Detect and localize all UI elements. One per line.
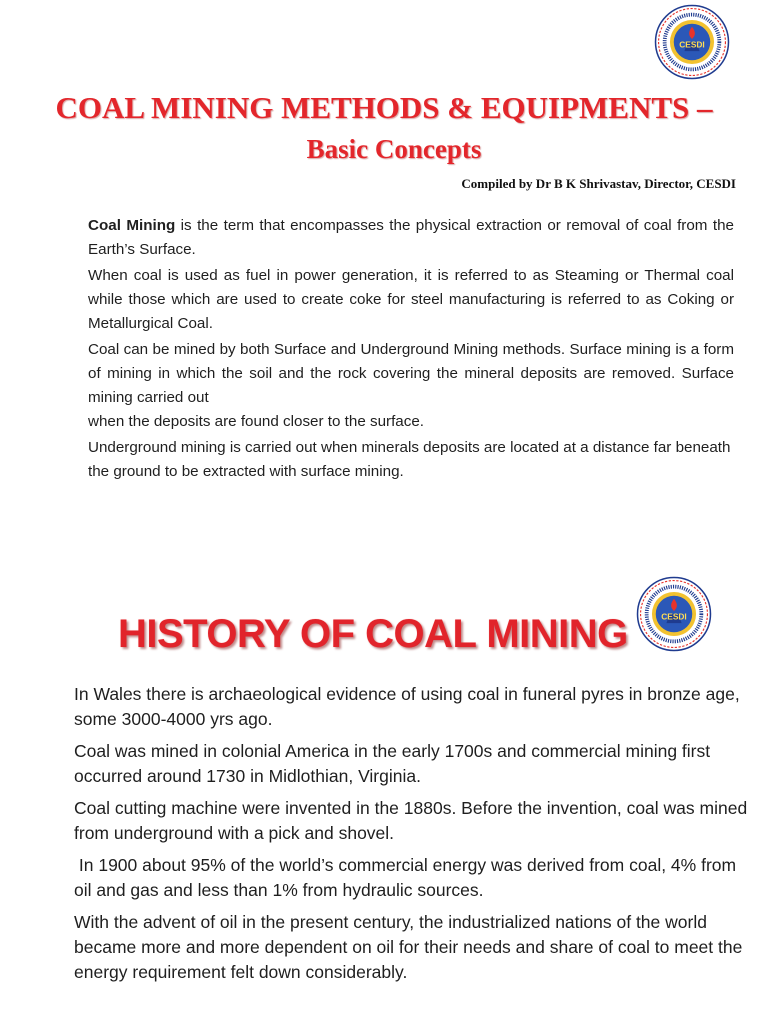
cesdi-seal-icon bbox=[636, 576, 712, 652]
intro-paragraph-1-text: is the term that encompasses the physical extraction or removal of coal from the Earth’s Surface. bbox=[88, 217, 734, 258]
logo-initials: CESDI bbox=[679, 39, 705, 50]
cesdi-logo-secondary bbox=[636, 576, 712, 652]
logo-initials: CESDI bbox=[661, 611, 687, 622]
intro-paragraph-3: Coal can be mined by both Surface and Underground Mining methods. Surface mining is a form of mining in which the soil and the rock covering the mineral deposits are removed. Surface mining carried out bbox=[88, 341, 734, 406]
coal-mining-term: Coal Mining bbox=[88, 217, 176, 234]
intro-section bbox=[88, 214, 734, 486]
history-paragraph: In Wales there is archaeological evidence of using coal in funeral pyres in bronze age, some 3000-4000 yrs ago. bbox=[74, 684, 740, 729]
history-paragraph: Coal was mined in colonial America in the early 1700s and commercial mining first occurred around 1730 in Midlothian, Virginia. bbox=[74, 741, 711, 786]
history-paragraph: With the advent of oil in the present century, the industrialized nations of the world became more and more dependent on oil for their needs and share of coal to meet the energy requirement felt down considerably. bbox=[74, 912, 743, 982]
intro-paragraph-4: Underground mining is carried out when minerals deposits are located at a distance far beneath the ground to be extracted with surface mining. bbox=[88, 439, 731, 480]
intro-paragraph-2: When coal is used as fuel in power generation, it is referred to as Steaming or Thermal coal while those which are used to create coke for steel manufacturing is referred to as Coking or Metallurgical Coal. bbox=[88, 267, 734, 332]
history-paragraph: Coal cutting machine were invented in the 1880s. Before the invention, coal was mined from underground with a pick and shovel. bbox=[74, 798, 748, 843]
document-subtitle: Basic Concepts bbox=[306, 134, 482, 164]
history-section bbox=[74, 682, 754, 992]
intro-paragraph-3-continued: when the deposits are found closer to the surface. bbox=[88, 413, 425, 430]
document-title: COAL MINING METHODS & EQUIPMENTS – bbox=[55, 90, 713, 125]
cesdi-seal-icon bbox=[654, 4, 730, 80]
history-paragraph: In 1900 about 95% of the world’s commercial energy was derived from coal, 4% from oil and gas and less than 1% from hydraulic sources. bbox=[74, 855, 741, 900]
author-credit: Compiled by Dr B K Shrivastav, Director, CESDI bbox=[461, 176, 736, 191]
cesdi-logo bbox=[654, 4, 730, 80]
intro-paragraph-1 bbox=[88, 214, 734, 262]
history-heading: HISTORY OF COAL MINING bbox=[118, 612, 628, 656]
